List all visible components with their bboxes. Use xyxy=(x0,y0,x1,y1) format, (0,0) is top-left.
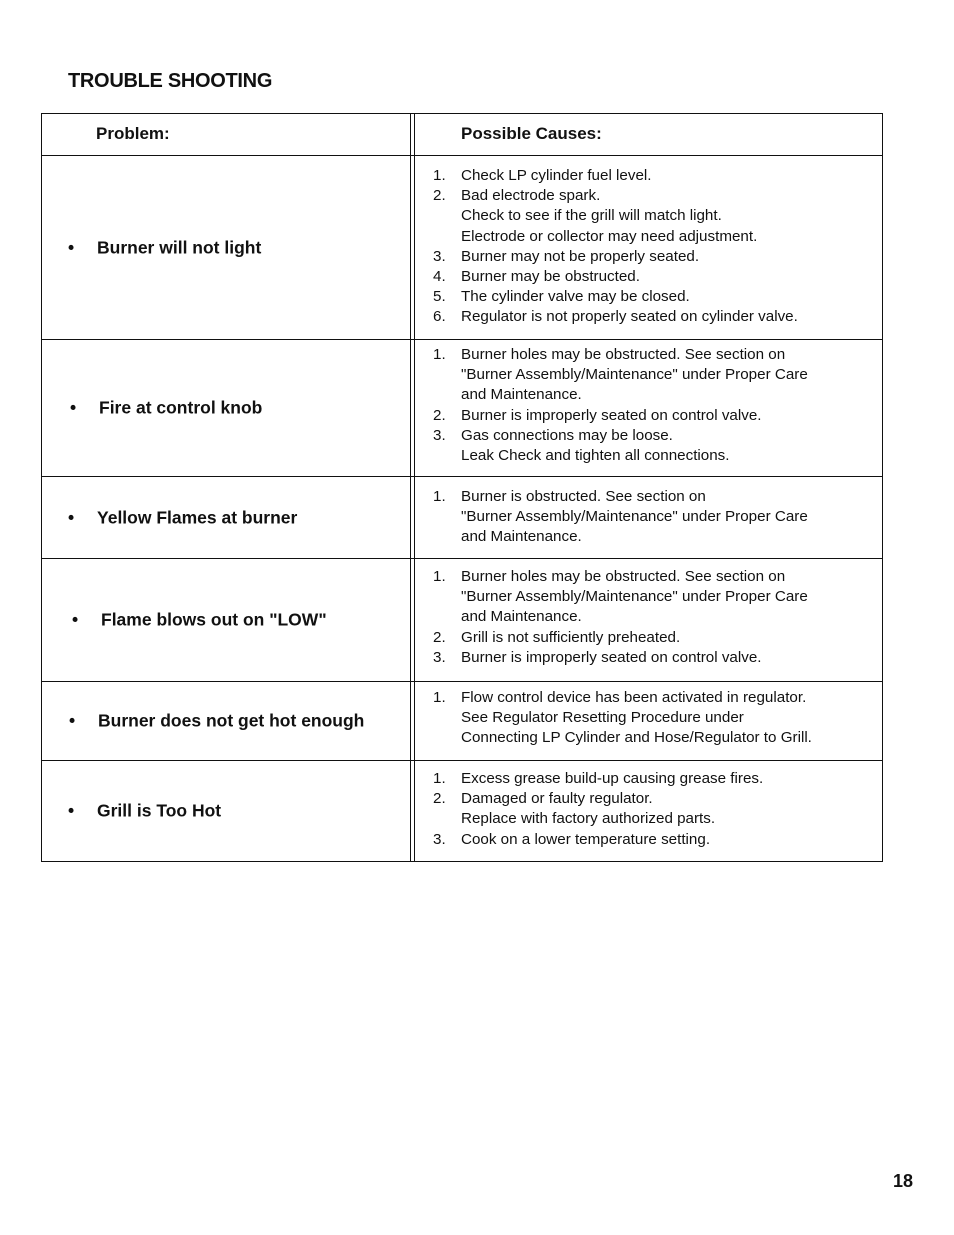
causes-cell xyxy=(414,156,882,339)
cause-text xyxy=(461,247,882,267)
cause-number: 6. xyxy=(433,308,446,326)
cause-number: 2. xyxy=(433,790,446,808)
header-cell-causes xyxy=(414,114,882,155)
cause-line: Check to see if the grill will match light. xyxy=(461,207,722,225)
cause-number: 3. xyxy=(433,247,446,265)
cause-line: Connecting LP Cylinder and Hose/Regulator to Grill. xyxy=(461,729,812,747)
cause-item xyxy=(415,166,882,186)
cause-item xyxy=(415,406,882,426)
cause-item xyxy=(415,307,882,327)
cause-line: Burner holes may be obstructed. See section on xyxy=(461,346,786,363)
cause-line: The cylinder valve may be closed. xyxy=(461,288,690,306)
causes-cell xyxy=(414,477,882,558)
cause-line: Gas connections may be loose. xyxy=(461,426,673,444)
cause-text xyxy=(461,166,882,186)
cause-text xyxy=(461,307,882,327)
page-number: 18 xyxy=(892,1171,913,1191)
cause-line: Burner is improperly seated on control valve. xyxy=(461,406,762,424)
cause-line: Grill is not sufficiently preheated. xyxy=(461,628,681,646)
cause-item xyxy=(415,487,882,548)
cause-number: 1. xyxy=(433,689,446,706)
cause-item xyxy=(415,688,882,749)
table-row xyxy=(42,760,882,861)
bullet-icon: • xyxy=(70,397,77,418)
problem-cell xyxy=(42,761,411,861)
cause-number: 5. xyxy=(433,288,446,306)
problem-label xyxy=(69,711,364,732)
column-header-problem: Problem: xyxy=(96,124,170,143)
cause-item xyxy=(415,830,882,850)
causes-cell xyxy=(414,340,882,476)
cause-item xyxy=(415,648,882,668)
table-row xyxy=(42,681,882,760)
problem-text: Burner does not get hot enough xyxy=(98,710,365,731)
cause-item xyxy=(415,789,882,829)
troubleshooting-table xyxy=(41,113,883,862)
bullet-icon: • xyxy=(68,507,75,527)
cause-line: Bad electrode spark. xyxy=(461,187,601,205)
cause-text xyxy=(461,186,882,247)
table-body xyxy=(42,155,882,861)
cause-text xyxy=(461,769,882,789)
cause-line: Burner may be obstructed. xyxy=(461,268,640,286)
cause-line: Regulator is not properly seated on cylinder valve. xyxy=(461,308,798,326)
header-cell-problem xyxy=(42,114,411,155)
causes-list xyxy=(415,156,882,328)
cause-item xyxy=(415,267,882,287)
cause-line: Burner holes may be obstructed. See section on xyxy=(461,568,786,585)
problem-label xyxy=(68,507,297,528)
cause-text xyxy=(461,426,882,466)
cause-line: Cook on a lower temperature setting. xyxy=(461,830,711,848)
causes-list xyxy=(415,559,882,668)
cause-text xyxy=(461,830,882,850)
causes-list xyxy=(415,477,882,548)
cause-line: Burner is obstructed. See section on xyxy=(461,488,706,505)
problem-label xyxy=(68,237,261,258)
cause-number: 2. xyxy=(433,187,446,205)
cause-line: and Maintenance. xyxy=(461,608,582,626)
problem-text: Fire at control knob xyxy=(99,397,263,418)
causes-list xyxy=(415,682,882,749)
cause-item xyxy=(415,247,882,267)
cause-line: "Burner Assembly/Maintenance" under Proper Care xyxy=(461,366,808,384)
problem-label xyxy=(70,398,262,419)
cause-number: 1. xyxy=(433,568,446,585)
problem-text: Burner will not light xyxy=(97,237,262,257)
table-row xyxy=(42,155,882,339)
cause-item xyxy=(415,769,882,789)
cause-line: Burner may not be properly seated. xyxy=(461,247,700,265)
table-row xyxy=(42,476,882,558)
cause-number: 1. xyxy=(433,346,446,363)
cause-text xyxy=(461,789,882,829)
bullet-icon: • xyxy=(68,237,75,257)
causes-list xyxy=(415,340,882,466)
cause-text xyxy=(461,688,882,749)
cause-number: 1. xyxy=(433,167,446,184)
causes-cell xyxy=(414,761,882,861)
problem-text: Flame blows out on "LOW" xyxy=(101,609,327,630)
cause-text xyxy=(461,648,882,668)
problem-cell xyxy=(42,340,411,476)
bullet-icon: • xyxy=(68,800,75,821)
table-row xyxy=(42,339,882,476)
problem-cell xyxy=(42,156,411,339)
page-title: TROUBLE SHOOTING xyxy=(68,70,273,92)
problem-text: Grill is Too Hot xyxy=(97,800,222,821)
cause-text xyxy=(461,567,882,628)
problem-text: Yellow Flames at burner xyxy=(97,507,298,527)
bullet-icon: • xyxy=(72,609,79,630)
table-header-row xyxy=(42,114,882,155)
cause-number: 3. xyxy=(433,426,446,444)
cause-line: Leak Check and tighten all connections. xyxy=(461,447,730,465)
problem-label xyxy=(72,610,327,631)
cause-line: "Burner Assembly/Maintenance" under Proper Care xyxy=(461,588,808,606)
cause-number: 1. xyxy=(433,488,446,505)
table-row xyxy=(42,558,882,681)
cause-line: Electrode or collector may need adjustment. xyxy=(461,227,758,245)
cause-item xyxy=(415,628,882,648)
cause-line: Replace with factory authorized parts. xyxy=(461,810,716,828)
cause-number: 3. xyxy=(433,648,446,666)
cause-text xyxy=(461,287,882,307)
causes-cell xyxy=(414,682,882,760)
cause-line: Excess grease build-up causing grease fires. xyxy=(461,770,764,787)
cause-number: 1. xyxy=(433,770,446,787)
column-header-causes: Possible Causes: xyxy=(461,124,602,143)
cause-line: and Maintenance. xyxy=(461,528,582,546)
cause-item xyxy=(415,345,882,406)
cause-text xyxy=(461,267,882,287)
causes-list xyxy=(415,761,882,850)
cause-text xyxy=(461,345,882,406)
cause-line: Flow control device has been activated in regulator. xyxy=(461,689,807,706)
bullet-icon: • xyxy=(69,710,76,731)
problem-label xyxy=(68,801,221,822)
cause-line: "Burner Assembly/Maintenance" under Proper Care xyxy=(461,508,808,526)
cause-item xyxy=(415,186,882,247)
causes-cell xyxy=(414,559,882,681)
cause-item xyxy=(415,567,882,628)
problem-cell xyxy=(42,559,411,681)
cause-line: and Maintenance. xyxy=(461,386,582,404)
cause-number: 2. xyxy=(433,406,446,424)
problem-cell xyxy=(42,477,411,558)
problem-cell xyxy=(42,682,411,760)
cause-line: Damaged or faulty regulator. xyxy=(461,790,653,808)
cause-number: 3. xyxy=(433,830,446,848)
cause-number: 4. xyxy=(433,268,446,286)
cause-line: Burner is improperly seated on control valve. xyxy=(461,648,762,666)
cause-text xyxy=(461,628,882,648)
cause-line: See Regulator Resetting Procedure under xyxy=(461,709,744,727)
cause-item xyxy=(415,287,882,307)
cause-number: 2. xyxy=(433,628,446,646)
cause-item xyxy=(415,426,882,466)
cause-text xyxy=(461,406,882,426)
cause-text xyxy=(461,487,882,548)
cause-line: Check LP cylinder fuel level. xyxy=(461,167,652,184)
